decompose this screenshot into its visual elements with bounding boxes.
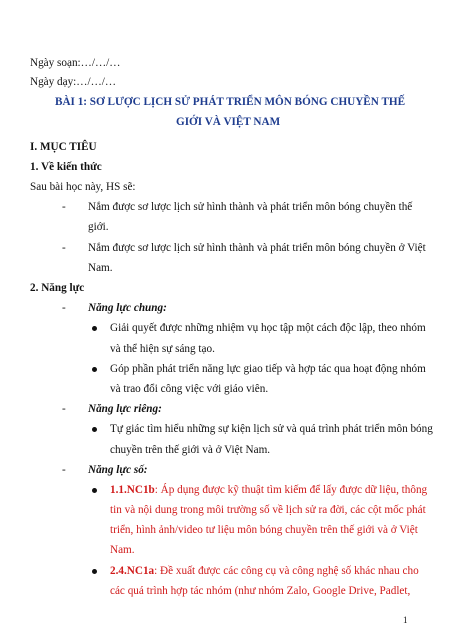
knowledge-intro: Sau bài học này, HS sẽ:: [30, 181, 136, 193]
knowledge-item-2-line2: Nam.: [88, 262, 113, 274]
general-competency-label: Năng lực chung:: [88, 302, 167, 314]
dash-marker: -: [62, 201, 66, 213]
dash-marker: -: [62, 302, 66, 314]
page-number: 1: [403, 615, 408, 625]
digital-item-1-line3: triển, hình ảnh/video tư liệu môn bóng chuyền trên thế giới và ở Việt: [110, 524, 418, 536]
knowledge-item-1-line2: giới.: [88, 221, 109, 233]
dash-marker: -: [62, 403, 66, 415]
digital-item-1-line2: tin và nội dung trong môi trường số về lịch sử ra đời, các cột mốc phát: [110, 504, 426, 516]
bullet-icon: [92, 326, 97, 331]
bullet-icon: [92, 488, 97, 493]
general-item-2-line2: và trao đổi công việc với giáo viên.: [110, 383, 269, 395]
competency-heading: 2. Năng lực: [30, 282, 85, 294]
knowledge-item-1-line1: Nắm được sơ lược lịch sử hình thành và phát triển môn bóng chuyền thế: [88, 201, 413, 213]
digital-item-1-line4: Nam.: [110, 544, 135, 556]
specific-item-1-line1: Tự giác tìm hiểu những sự kiện lịch sử và quá trình phát triển môn bóng: [110, 423, 433, 435]
section-objectives-heading: I. MỤC TIÊU: [30, 141, 97, 153]
digital-competency-label: Năng lực số:: [88, 464, 148, 476]
digital-item-1-text: : Áp dụng được kỹ thuật tìm kiếm để lấy được dữ liệu, thông: [154, 484, 428, 496]
digital-item-2-text: : Đề xuất được các công cụ và công nghệ số khác nhau cho: [154, 565, 419, 577]
lesson-title-line2: GIỚI VÀ VIỆT NAM: [176, 116, 281, 128]
bullet-icon: [92, 569, 97, 574]
digital-item-2-line1: [110, 564, 419, 578]
general-item-1-line2: và thể hiện sự sáng tạo.: [110, 343, 215, 355]
digital-item-1-line1: [110, 483, 427, 497]
general-item-2-line1: Góp phần phát triển năng lực giao tiếp và hợp tác qua hoạt động nhóm: [110, 363, 426, 375]
specific-item-1-line2: chuyền trên thế giới và ở Việt Nam.: [110, 444, 271, 456]
digital-item-2-line2: các quá trình hợp tác nhóm (như nhóm Zalo, Google Drive, Padlet,: [110, 585, 411, 597]
general-item-1-line1: Giải quyết được những nhiệm vụ học tập một cách độc lập, theo nhóm: [110, 322, 426, 334]
lesson-title-line1: BÀI 1: SƠ LƯỢC LỊCH SỬ PHÁT TRIỂN MÔN BÓNG CHUYỀN THẾ: [55, 96, 406, 108]
bullet-icon: [92, 427, 97, 432]
specific-competency-label: Năng lực riêng:: [88, 403, 162, 415]
bullet-icon: [92, 367, 97, 372]
prep-date: Ngày soạn:…/…/…: [30, 57, 121, 69]
dash-marker: -: [62, 464, 66, 476]
digital-code-1: 1.1.NC1b: [110, 484, 155, 496]
knowledge-item-2-line1: Nắm được sơ lược lịch sử hình thành và phát triển môn bóng chuyền ở Việt: [88, 242, 426, 254]
teach-date: Ngày dạy:…/…/…: [30, 76, 117, 88]
dash-marker: -: [62, 242, 66, 254]
digital-code-2: 2.4.NC1a: [110, 565, 155, 577]
knowledge-heading: 1. Về kiến thức: [30, 161, 102, 173]
